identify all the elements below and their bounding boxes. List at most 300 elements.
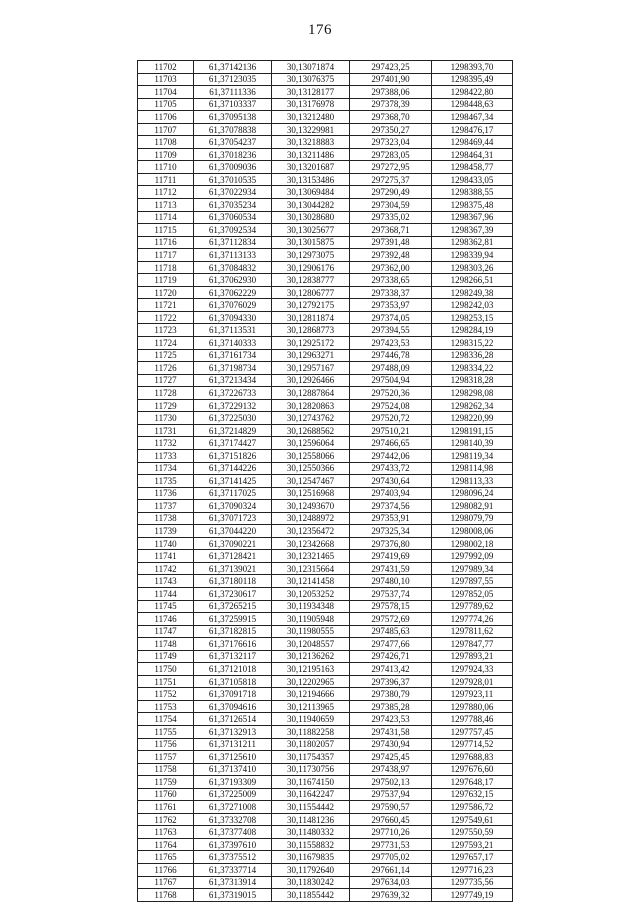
latitude-cell: 61,37230617 bbox=[194, 587, 272, 600]
longitude-cell: 30,12792175 bbox=[272, 299, 350, 312]
point-number-cell: 11724 bbox=[138, 337, 194, 350]
y-coordinate-cell: 1298334,22 bbox=[432, 362, 513, 375]
y-coordinate-cell: 1298464,31 bbox=[432, 148, 513, 161]
point-number-cell: 11725 bbox=[138, 349, 194, 362]
latitude-cell: 61,37121018 bbox=[194, 663, 272, 676]
y-coordinate-cell: 1297676,60 bbox=[432, 763, 513, 776]
x-coordinate-cell: 297353,97 bbox=[350, 299, 432, 312]
latitude-cell: 61,37128421 bbox=[194, 550, 272, 563]
longitude-cell: 30,11855442 bbox=[272, 889, 350, 902]
y-coordinate-cell: 1298114,98 bbox=[432, 462, 513, 475]
x-coordinate-cell: 297423,25 bbox=[350, 61, 432, 74]
table-row bbox=[138, 424, 513, 437]
y-coordinate-cell: 1297749,19 bbox=[432, 889, 513, 902]
table-row bbox=[138, 864, 513, 877]
x-coordinate-cell: 297572,69 bbox=[350, 613, 432, 626]
table-row bbox=[138, 462, 513, 475]
table-row bbox=[138, 600, 513, 613]
x-coordinate-cell: 297353,91 bbox=[350, 512, 432, 525]
point-number-cell: 11702 bbox=[138, 61, 194, 74]
x-coordinate-cell: 297634,03 bbox=[350, 876, 432, 889]
longitude-cell: 30,12926466 bbox=[272, 374, 350, 387]
table-row bbox=[138, 374, 513, 387]
x-coordinate-cell: 297338,37 bbox=[350, 286, 432, 299]
y-coordinate-cell: 1297648,17 bbox=[432, 776, 513, 789]
latitude-cell: 61,37022934 bbox=[194, 186, 272, 199]
table-row bbox=[138, 725, 513, 738]
y-coordinate-cell: 1298476,17 bbox=[432, 123, 513, 136]
x-coordinate-cell: 297304,59 bbox=[350, 199, 432, 212]
x-coordinate-cell: 297488,09 bbox=[350, 362, 432, 375]
y-coordinate-cell: 1297811,62 bbox=[432, 625, 513, 638]
x-coordinate-cell: 297374,56 bbox=[350, 500, 432, 513]
y-coordinate-cell: 1298253,15 bbox=[432, 311, 513, 324]
point-number-cell: 11743 bbox=[138, 575, 194, 588]
x-coordinate-cell: 297385,28 bbox=[350, 700, 432, 713]
point-number-cell: 11730 bbox=[138, 412, 194, 425]
latitude-cell: 61,37174427 bbox=[194, 437, 272, 450]
x-coordinate-cell: 297485,63 bbox=[350, 625, 432, 638]
longitude-cell: 30,12596064 bbox=[272, 437, 350, 450]
table-row bbox=[138, 261, 513, 274]
x-coordinate-cell: 297660,45 bbox=[350, 813, 432, 826]
longitude-cell: 30,12811874 bbox=[272, 311, 350, 324]
x-coordinate-cell: 297394,55 bbox=[350, 324, 432, 337]
table-row bbox=[138, 889, 513, 902]
y-coordinate-cell: 1298433,05 bbox=[432, 173, 513, 186]
longitude-cell: 30,11730756 bbox=[272, 763, 350, 776]
y-coordinate-cell: 1298393,70 bbox=[432, 61, 513, 74]
point-number-cell: 11757 bbox=[138, 751, 194, 764]
point-number-cell: 11720 bbox=[138, 286, 194, 299]
y-coordinate-cell: 1297788,46 bbox=[432, 713, 513, 726]
y-coordinate-cell: 1297550,59 bbox=[432, 826, 513, 839]
table-row bbox=[138, 337, 513, 350]
point-number-cell: 11744 bbox=[138, 587, 194, 600]
x-coordinate-cell: 297431,59 bbox=[350, 562, 432, 575]
y-coordinate-cell: 1298082,91 bbox=[432, 500, 513, 513]
table-row bbox=[138, 713, 513, 726]
longitude-cell: 30,11554442 bbox=[272, 801, 350, 814]
latitude-cell: 61,37332708 bbox=[194, 813, 272, 826]
table-row bbox=[138, 111, 513, 124]
point-number-cell: 11766 bbox=[138, 864, 194, 877]
longitude-cell: 30,11481236 bbox=[272, 813, 350, 826]
point-number-cell: 11753 bbox=[138, 700, 194, 713]
point-number-cell: 11713 bbox=[138, 199, 194, 212]
y-coordinate-cell: 1298318,28 bbox=[432, 374, 513, 387]
longitude-cell: 30,11830242 bbox=[272, 876, 350, 889]
point-number-cell: 11729 bbox=[138, 399, 194, 412]
longitude-cell: 30,12315664 bbox=[272, 562, 350, 575]
x-coordinate-cell: 297376,80 bbox=[350, 537, 432, 550]
y-coordinate-cell: 1297714,52 bbox=[432, 738, 513, 751]
y-coordinate-cell: 1298367,39 bbox=[432, 224, 513, 237]
y-coordinate-cell: 1298336,28 bbox=[432, 349, 513, 362]
y-coordinate-cell: 1298458,77 bbox=[432, 161, 513, 174]
x-coordinate-cell: 297537,94 bbox=[350, 788, 432, 801]
latitude-cell: 61,37112834 bbox=[194, 236, 272, 249]
point-number-cell: 11768 bbox=[138, 889, 194, 902]
longitude-cell: 30,12113965 bbox=[272, 700, 350, 713]
longitude-cell: 30,12516968 bbox=[272, 487, 350, 500]
latitude-cell: 61,37213434 bbox=[194, 374, 272, 387]
x-coordinate-cell: 297520,72 bbox=[350, 412, 432, 425]
point-number-cell: 11751 bbox=[138, 675, 194, 688]
latitude-cell: 61,37397610 bbox=[194, 838, 272, 851]
longitude-cell: 30,12887864 bbox=[272, 387, 350, 400]
latitude-cell: 61,37054237 bbox=[194, 136, 272, 149]
table-row bbox=[138, 650, 513, 663]
x-coordinate-cell: 297325,34 bbox=[350, 525, 432, 538]
point-number-cell: 11747 bbox=[138, 625, 194, 638]
latitude-cell: 61,37111336 bbox=[194, 86, 272, 99]
y-coordinate-cell: 1297549,61 bbox=[432, 813, 513, 826]
latitude-cell: 61,37229132 bbox=[194, 399, 272, 412]
table-row bbox=[138, 199, 513, 212]
longitude-cell: 30,12963271 bbox=[272, 349, 350, 362]
x-coordinate-cell: 297590,57 bbox=[350, 801, 432, 814]
latitude-cell: 61,37113133 bbox=[194, 249, 272, 262]
table-row bbox=[138, 311, 513, 324]
point-number-cell: 11756 bbox=[138, 738, 194, 751]
latitude-cell: 61,37117025 bbox=[194, 487, 272, 500]
page-number: 176 bbox=[308, 22, 332, 38]
longitude-cell: 30,12141458 bbox=[272, 575, 350, 588]
x-coordinate-cell: 297430,64 bbox=[350, 475, 432, 488]
latitude-cell: 61,37103337 bbox=[194, 98, 272, 111]
x-coordinate-cell: 297510,21 bbox=[350, 424, 432, 437]
point-number-cell: 11748 bbox=[138, 638, 194, 651]
x-coordinate-cell: 297335,02 bbox=[350, 211, 432, 224]
latitude-cell: 61,37113531 bbox=[194, 324, 272, 337]
point-number-cell: 11734 bbox=[138, 462, 194, 475]
point-number-cell: 11704 bbox=[138, 86, 194, 99]
latitude-cell: 61,37062229 bbox=[194, 286, 272, 299]
point-number-cell: 11739 bbox=[138, 525, 194, 538]
point-number-cell: 11759 bbox=[138, 776, 194, 789]
x-coordinate-cell: 297442,06 bbox=[350, 449, 432, 462]
y-coordinate-cell: 1297852,05 bbox=[432, 587, 513, 600]
longitude-cell: 30,12342668 bbox=[272, 537, 350, 550]
x-coordinate-cell: 297504,94 bbox=[350, 374, 432, 387]
point-number-cell: 11712 bbox=[138, 186, 194, 199]
longitude-cell: 30,12806777 bbox=[272, 286, 350, 299]
x-coordinate-cell: 297446,78 bbox=[350, 349, 432, 362]
point-number-cell: 11741 bbox=[138, 550, 194, 563]
longitude-cell: 30,12688562 bbox=[272, 424, 350, 437]
longitude-cell: 30,11642247 bbox=[272, 788, 350, 801]
longitude-cell: 30,12973075 bbox=[272, 249, 350, 262]
longitude-cell: 30,12202965 bbox=[272, 675, 350, 688]
y-coordinate-cell: 1297774,26 bbox=[432, 613, 513, 626]
point-number-cell: 11761 bbox=[138, 801, 194, 814]
y-coordinate-cell: 1297688,83 bbox=[432, 751, 513, 764]
latitude-cell: 61,37225030 bbox=[194, 412, 272, 425]
table-row bbox=[138, 700, 513, 713]
point-number-cell: 11719 bbox=[138, 274, 194, 287]
point-number-cell: 11742 bbox=[138, 562, 194, 575]
x-coordinate-cell: 297502,13 bbox=[350, 776, 432, 789]
point-number-cell: 11718 bbox=[138, 261, 194, 274]
x-coordinate-cell: 297661,14 bbox=[350, 864, 432, 877]
table-row bbox=[138, 663, 513, 676]
x-coordinate-cell: 297396,37 bbox=[350, 675, 432, 688]
y-coordinate-cell: 1298367,96 bbox=[432, 211, 513, 224]
point-number-cell: 11764 bbox=[138, 838, 194, 851]
x-coordinate-cell: 297426,71 bbox=[350, 650, 432, 663]
latitude-cell: 61,37271008 bbox=[194, 801, 272, 814]
x-coordinate-cell: 297378,39 bbox=[350, 98, 432, 111]
latitude-cell: 61,37078838 bbox=[194, 123, 272, 136]
y-coordinate-cell: 1298002,18 bbox=[432, 537, 513, 550]
latitude-cell: 61,37018236 bbox=[194, 148, 272, 161]
y-coordinate-cell: 1298469,44 bbox=[432, 136, 513, 149]
point-number-cell: 11728 bbox=[138, 387, 194, 400]
point-number-cell: 11727 bbox=[138, 374, 194, 387]
x-coordinate-cell: 297520,36 bbox=[350, 387, 432, 400]
point-number-cell: 11717 bbox=[138, 249, 194, 262]
y-coordinate-cell: 1297897,55 bbox=[432, 575, 513, 588]
latitude-cell: 61,37198734 bbox=[194, 362, 272, 375]
longitude-cell: 30,12547467 bbox=[272, 475, 350, 488]
longitude-cell: 30,11980555 bbox=[272, 625, 350, 638]
latitude-cell: 61,37377408 bbox=[194, 826, 272, 839]
point-number-cell: 11703 bbox=[138, 73, 194, 86]
longitude-cell: 30,12743762 bbox=[272, 412, 350, 425]
table-row bbox=[138, 613, 513, 626]
x-coordinate-cell: 297477,66 bbox=[350, 638, 432, 651]
point-number-cell: 11709 bbox=[138, 148, 194, 161]
point-number-cell: 11707 bbox=[138, 123, 194, 136]
x-coordinate-cell: 297413,42 bbox=[350, 663, 432, 676]
table-row bbox=[138, 826, 513, 839]
latitude-cell: 61,37214829 bbox=[194, 424, 272, 437]
latitude-cell: 61,37265215 bbox=[194, 600, 272, 613]
longitude-cell: 30,12053252 bbox=[272, 587, 350, 600]
longitude-cell: 30,13201687 bbox=[272, 161, 350, 174]
longitude-cell: 30,12493670 bbox=[272, 500, 350, 513]
longitude-cell: 30,13153486 bbox=[272, 173, 350, 186]
point-number-cell: 11716 bbox=[138, 236, 194, 249]
latitude-cell: 61,37151826 bbox=[194, 449, 272, 462]
table-row bbox=[138, 236, 513, 249]
longitude-cell: 30,12868773 bbox=[272, 324, 350, 337]
table-row bbox=[138, 512, 513, 525]
y-coordinate-cell: 1298119,34 bbox=[432, 449, 513, 462]
table-row bbox=[138, 876, 513, 889]
point-number-cell: 11705 bbox=[138, 98, 194, 111]
y-coordinate-cell: 1297992,09 bbox=[432, 550, 513, 563]
table-row bbox=[138, 61, 513, 74]
latitude-cell: 61,37010535 bbox=[194, 173, 272, 186]
y-coordinate-cell: 1298242,03 bbox=[432, 299, 513, 312]
y-coordinate-cell: 1298096,24 bbox=[432, 487, 513, 500]
point-number-cell: 11763 bbox=[138, 826, 194, 839]
table-row bbox=[138, 838, 513, 851]
x-coordinate-cell: 297438,97 bbox=[350, 763, 432, 776]
point-number-cell: 11731 bbox=[138, 424, 194, 437]
table-row bbox=[138, 751, 513, 764]
y-coordinate-cell: 1297928,01 bbox=[432, 675, 513, 688]
latitude-cell: 61,37126514 bbox=[194, 713, 272, 726]
latitude-cell: 61,37180118 bbox=[194, 575, 272, 588]
y-coordinate-cell: 1298249,38 bbox=[432, 286, 513, 299]
longitude-cell: 30,12488972 bbox=[272, 512, 350, 525]
latitude-cell: 61,37105818 bbox=[194, 675, 272, 688]
longitude-cell: 30,11754357 bbox=[272, 751, 350, 764]
x-coordinate-cell: 297639,32 bbox=[350, 889, 432, 902]
y-coordinate-cell: 1297735,56 bbox=[432, 876, 513, 889]
x-coordinate-cell: 297362,00 bbox=[350, 261, 432, 274]
longitude-cell: 30,13229981 bbox=[272, 123, 350, 136]
point-number-cell: 11735 bbox=[138, 475, 194, 488]
point-number-cell: 11745 bbox=[138, 600, 194, 613]
latitude-cell: 61,37132117 bbox=[194, 650, 272, 663]
y-coordinate-cell: 1298448,63 bbox=[432, 98, 513, 111]
latitude-cell: 61,37009036 bbox=[194, 161, 272, 174]
latitude-cell: 61,37125610 bbox=[194, 751, 272, 764]
point-number-cell: 11732 bbox=[138, 437, 194, 450]
longitude-cell: 30,11558832 bbox=[272, 838, 350, 851]
table-row bbox=[138, 274, 513, 287]
x-coordinate-cell: 297578,15 bbox=[350, 600, 432, 613]
latitude-cell: 61,37193309 bbox=[194, 776, 272, 789]
latitude-cell: 61,37095138 bbox=[194, 111, 272, 124]
point-number-cell: 11758 bbox=[138, 763, 194, 776]
x-coordinate-cell: 297466,65 bbox=[350, 437, 432, 450]
longitude-cell: 30,13028680 bbox=[272, 211, 350, 224]
longitude-cell: 30,12906176 bbox=[272, 261, 350, 274]
latitude-cell: 61,37090221 bbox=[194, 537, 272, 550]
x-coordinate-cell: 297431,58 bbox=[350, 725, 432, 738]
latitude-cell: 61,37132913 bbox=[194, 725, 272, 738]
x-coordinate-cell: 297731,53 bbox=[350, 838, 432, 851]
y-coordinate-cell: 1297716,23 bbox=[432, 864, 513, 877]
longitude-cell: 30,13071874 bbox=[272, 61, 350, 74]
table-row bbox=[138, 148, 513, 161]
x-coordinate-cell: 297368,71 bbox=[350, 224, 432, 237]
table-row bbox=[138, 299, 513, 312]
latitude-cell: 61,37182815 bbox=[194, 625, 272, 638]
y-coordinate-cell: 1298079,79 bbox=[432, 512, 513, 525]
table-row bbox=[138, 86, 513, 99]
longitude-cell: 30,12558066 bbox=[272, 449, 350, 462]
point-number-cell: 11760 bbox=[138, 788, 194, 801]
point-number-cell: 11710 bbox=[138, 161, 194, 174]
x-coordinate-cell: 297433,72 bbox=[350, 462, 432, 475]
y-coordinate-cell: 1297657,17 bbox=[432, 851, 513, 864]
point-number-cell: 11715 bbox=[138, 224, 194, 237]
longitude-cell: 30,12957167 bbox=[272, 362, 350, 375]
y-coordinate-cell: 1297586,72 bbox=[432, 801, 513, 814]
y-coordinate-cell: 1297924,33 bbox=[432, 663, 513, 676]
table-row bbox=[138, 763, 513, 776]
table-row bbox=[138, 475, 513, 488]
coordinates-table bbox=[137, 60, 513, 902]
table-row bbox=[138, 801, 513, 814]
longitude-cell: 30,13069484 bbox=[272, 186, 350, 199]
point-number-cell: 11767 bbox=[138, 876, 194, 889]
point-number-cell: 11733 bbox=[138, 449, 194, 462]
x-coordinate-cell: 297419,69 bbox=[350, 550, 432, 563]
latitude-cell: 61,37062930 bbox=[194, 274, 272, 287]
longitude-cell: 30,13212480 bbox=[272, 111, 350, 124]
table-row bbox=[138, 851, 513, 864]
latitude-cell: 61,37071723 bbox=[194, 512, 272, 525]
longitude-cell: 30,13044282 bbox=[272, 199, 350, 212]
y-coordinate-cell: 1298113,33 bbox=[432, 475, 513, 488]
table-row bbox=[138, 813, 513, 826]
y-coordinate-cell: 1298284,19 bbox=[432, 324, 513, 337]
table-row bbox=[138, 161, 513, 174]
x-coordinate-cell: 297275,37 bbox=[350, 173, 432, 186]
table-row bbox=[138, 688, 513, 701]
table-row bbox=[138, 487, 513, 500]
latitude-cell: 61,37375512 bbox=[194, 851, 272, 864]
y-coordinate-cell: 1298339,94 bbox=[432, 249, 513, 262]
y-coordinate-cell: 1298191,15 bbox=[432, 424, 513, 437]
point-number-cell: 11749 bbox=[138, 650, 194, 663]
table-row bbox=[138, 550, 513, 563]
table-row bbox=[138, 224, 513, 237]
latitude-cell: 61,37091718 bbox=[194, 688, 272, 701]
point-number-cell: 11706 bbox=[138, 111, 194, 124]
longitude-cell: 30,12048557 bbox=[272, 638, 350, 651]
point-number-cell: 11765 bbox=[138, 851, 194, 864]
table-row bbox=[138, 123, 513, 136]
point-number-cell: 11736 bbox=[138, 487, 194, 500]
longitude-cell: 30,11934348 bbox=[272, 600, 350, 613]
x-coordinate-cell: 297388,06 bbox=[350, 86, 432, 99]
y-coordinate-cell: 1298375,48 bbox=[432, 199, 513, 212]
longitude-cell: 30,11679835 bbox=[272, 851, 350, 864]
longitude-cell: 30,12820863 bbox=[272, 399, 350, 412]
x-coordinate-cell: 297391,48 bbox=[350, 236, 432, 249]
table-row bbox=[138, 638, 513, 651]
latitude-cell: 61,37161734 bbox=[194, 349, 272, 362]
table-row bbox=[138, 211, 513, 224]
y-coordinate-cell: 1298008,06 bbox=[432, 525, 513, 538]
latitude-cell: 61,37131211 bbox=[194, 738, 272, 751]
table-row bbox=[138, 136, 513, 149]
point-number-cell: 11738 bbox=[138, 512, 194, 525]
longitude-cell: 30,11882258 bbox=[272, 725, 350, 738]
y-coordinate-cell: 1297893,21 bbox=[432, 650, 513, 663]
longitude-cell: 30,13218883 bbox=[272, 136, 350, 149]
x-coordinate-cell: 297710,26 bbox=[350, 826, 432, 839]
longitude-cell: 30,11905948 bbox=[272, 613, 350, 626]
longitude-cell: 30,13015875 bbox=[272, 236, 350, 249]
point-number-cell: 11723 bbox=[138, 324, 194, 337]
y-coordinate-cell: 1298262,34 bbox=[432, 399, 513, 412]
table-row bbox=[138, 675, 513, 688]
x-coordinate-cell: 297338,65 bbox=[350, 274, 432, 287]
table-row bbox=[138, 173, 513, 186]
longitude-cell: 30,11802057 bbox=[272, 738, 350, 751]
x-coordinate-cell: 297480,10 bbox=[350, 575, 432, 588]
latitude-cell: 61,37139021 bbox=[194, 562, 272, 575]
point-number-cell: 11726 bbox=[138, 362, 194, 375]
latitude-cell: 61,37176616 bbox=[194, 638, 272, 651]
table-row bbox=[138, 738, 513, 751]
longitude-cell: 30,11674150 bbox=[272, 776, 350, 789]
longitude-cell: 30,13176978 bbox=[272, 98, 350, 111]
y-coordinate-cell: 1298315,22 bbox=[432, 337, 513, 350]
point-number-cell: 11737 bbox=[138, 500, 194, 513]
x-coordinate-cell: 297430,94 bbox=[350, 738, 432, 751]
y-coordinate-cell: 1298140,39 bbox=[432, 437, 513, 450]
